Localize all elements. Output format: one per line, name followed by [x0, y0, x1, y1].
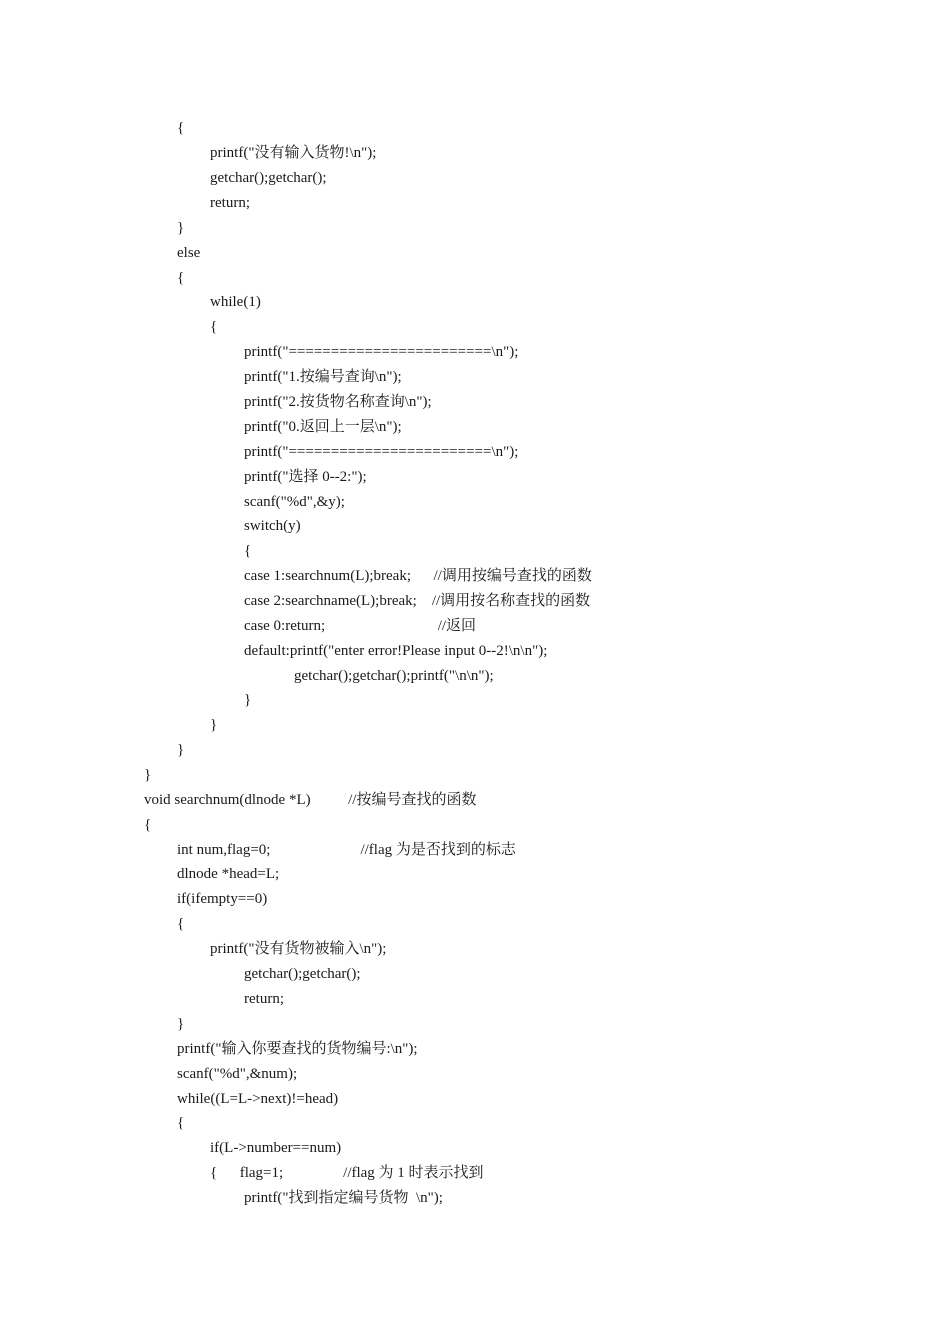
code-line: }	[210, 717, 218, 733]
code-line: case 1:searchnum(L);break; //调用按编号查找的函数	[244, 568, 592, 584]
code-line: if(L->number==num)	[210, 1140, 342, 1156]
code-line: getchar();getchar();	[244, 966, 361, 982]
code-line: dlnode *head=L;	[177, 866, 280, 882]
code-line: getchar();getchar();printf("\n\n");	[294, 668, 494, 684]
code-line: printf("找到指定编号货物 \n");	[244, 1190, 443, 1206]
code-line: {	[244, 543, 252, 559]
code-line: }	[177, 220, 185, 236]
code-line: }	[177, 742, 185, 758]
code-line: {	[210, 319, 218, 335]
code-line: case 2:searchname(L);break; //调用按名称查找的函数	[244, 593, 591, 609]
code-line: printf("1.按编号查询\n");	[244, 369, 402, 385]
code-line: printf("========================\n");	[244, 344, 519, 360]
code-line: printf("选择 0--2:");	[244, 469, 367, 485]
code-line: printf("没有输入货物!\n");	[210, 145, 377, 161]
code-line: {	[144, 817, 152, 833]
code-line: printf("========================\n");	[244, 444, 519, 460]
code-line: default:printf("enter error!Please input 0--2!\n\n");	[244, 643, 548, 659]
code-line: return;	[210, 195, 250, 211]
code-line: while(1)	[210, 294, 261, 310]
code-line: case 0:return; //返回	[244, 618, 477, 634]
code-line: while((L=L->next)!=head)	[177, 1091, 339, 1107]
code-line: }	[177, 1016, 185, 1032]
code-line: {	[177, 270, 185, 286]
code-line: else	[177, 245, 201, 261]
code-line: void searchnum(dlnode *L) //按编号查找的函数	[144, 792, 477, 808]
code-line: printf("没有货物被输入\n");	[210, 941, 387, 957]
code-line: {	[177, 120, 185, 136]
code-line: {	[177, 1115, 185, 1131]
code-line: }	[244, 692, 252, 708]
code-line: { flag=1; //flag 为 1 时表示找到	[210, 1165, 484, 1181]
code-line: printf("0.返回上一层\n");	[244, 419, 402, 435]
code-line: getchar();getchar();	[210, 170, 327, 186]
code-line: scanf("%d",&y);	[244, 494, 345, 510]
code-line: int num,flag=0; //flag 为是否找到的标志	[177, 842, 516, 858]
code-line: scanf("%d",&num);	[177, 1066, 298, 1082]
code-line: {	[177, 916, 185, 932]
code-line: printf("2.按货物名称查询\n");	[244, 394, 432, 410]
code-line: printf("输入你要查找的货物编号:\n");	[177, 1041, 418, 1057]
code-line: switch(y)	[244, 518, 301, 534]
code-line: if(ifempty==0)	[177, 891, 268, 907]
code-line: return;	[244, 991, 284, 1007]
code-line: }	[144, 767, 152, 783]
